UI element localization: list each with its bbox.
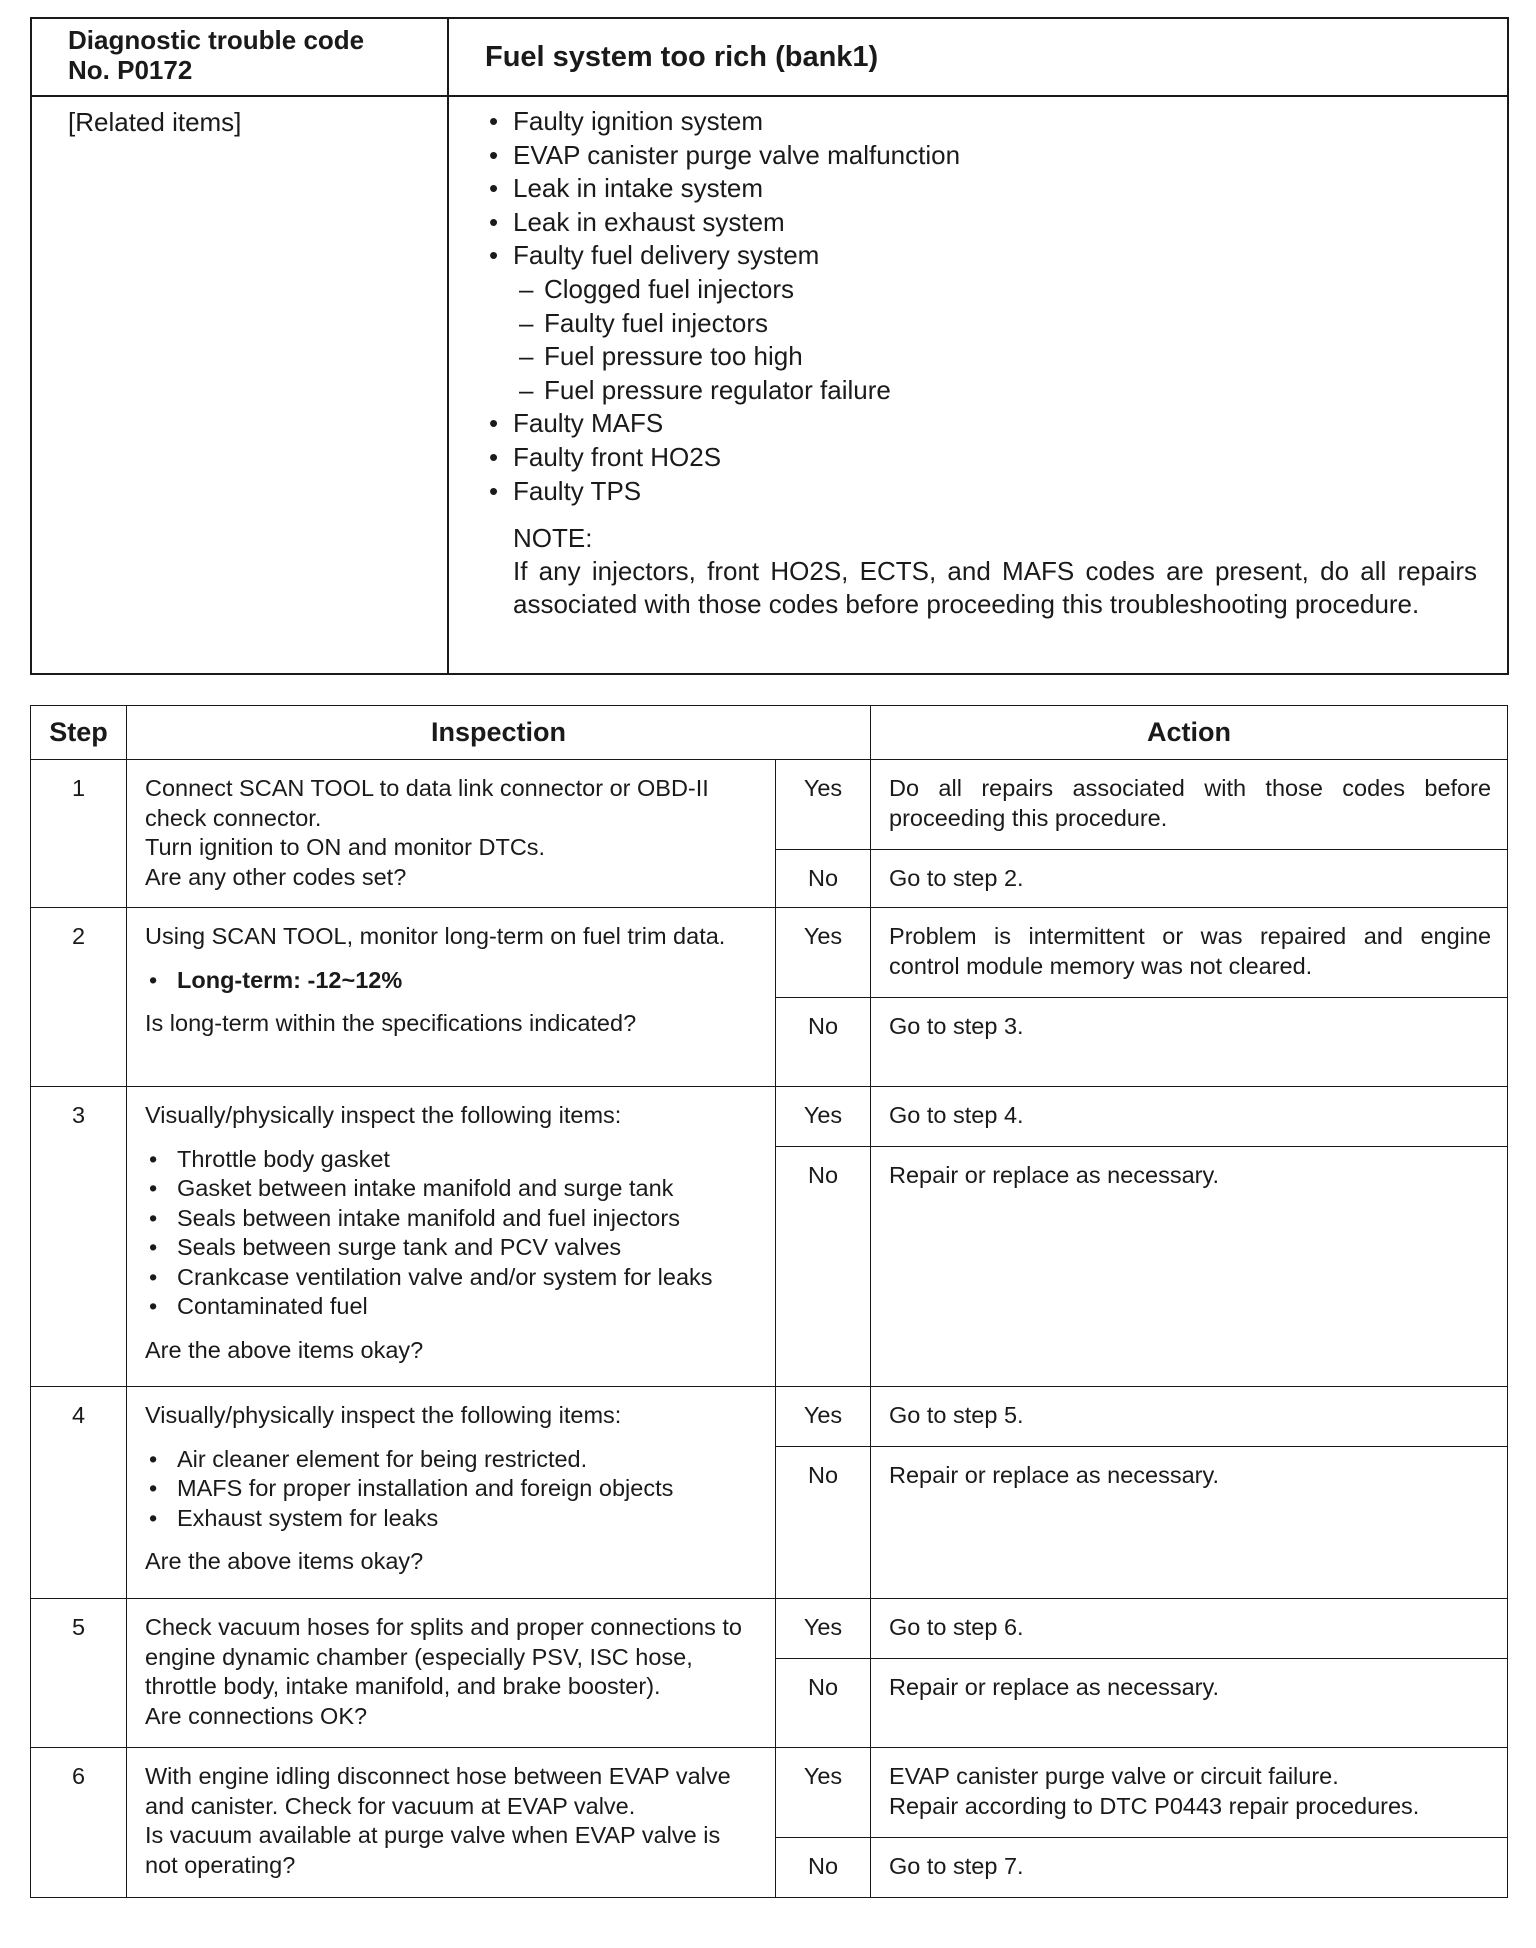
inspection-question: Is vacuum available at purge valve when EVAP valve is not operating? xyxy=(145,1822,721,1878)
yes-action-line: Repair according to DTC P0443 repair procedures. xyxy=(889,1792,1420,1819)
column-header-step: Step xyxy=(31,706,127,760)
yes-action xyxy=(871,1748,1508,1838)
no-action: Repair or replace as necessary. xyxy=(871,1447,1508,1599)
column-header-inspection: Inspection xyxy=(127,706,871,760)
yes-label: Yes xyxy=(776,760,871,850)
table-row xyxy=(31,908,1508,998)
yes-action: Go to step 6. xyxy=(871,1599,1508,1659)
bullet-icon: • xyxy=(489,106,499,136)
bullet-icon: • xyxy=(149,966,158,993)
no-label: No xyxy=(776,850,871,908)
inspection-question: Are any other codes set? xyxy=(145,863,407,890)
yes-label: Yes xyxy=(776,908,871,998)
sub-list-item: – Fuel pressure regulator failure xyxy=(514,374,1477,408)
step-number: 1 xyxy=(31,760,127,908)
inspection-list xyxy=(145,1145,759,1322)
note-block xyxy=(483,522,1477,621)
dash-icon: – xyxy=(519,307,534,338)
inspection-text: Visually/physically inspect the following items: xyxy=(145,1102,622,1128)
inspection-text: Visually/physically inspect the following items: xyxy=(145,1402,622,1428)
step-number: 3 xyxy=(31,1087,127,1387)
troubleshooting-steps-table xyxy=(30,705,1508,1898)
dash-icon: – xyxy=(519,341,534,372)
dash-icon: – xyxy=(519,273,534,304)
sub-list-item: – Clogged fuel injectors xyxy=(514,273,1477,307)
step-number: 4 xyxy=(31,1387,127,1599)
table-row xyxy=(31,1599,1508,1659)
no-label: No xyxy=(776,1447,871,1599)
yes-label: Yes xyxy=(776,1387,871,1447)
note-label: NOTE: xyxy=(513,523,593,554)
list-item: • Exhaust system for leaks xyxy=(145,1504,759,1534)
no-action: Go to step 7. xyxy=(871,1838,1508,1898)
yes-label: Yes xyxy=(776,1748,871,1838)
sub-list-item: – Faulty fuel injectors xyxy=(514,307,1477,341)
list-item: • Leak in exhaust system xyxy=(483,206,1477,240)
bullet-icon: • xyxy=(149,1234,158,1260)
inspection-text: Check vacuum hoses for splits and proper connections to engine dynamic chamber (especially PSV, ISC hose, throttle body, intake manifold, and brake booster). xyxy=(145,1614,742,1699)
inspection-text: Using SCAN TOOL, monitor long-term on fuel trim data. xyxy=(145,923,726,949)
spec-value: Long-term: -12~12% xyxy=(177,966,403,993)
no-action: Repair or replace as necessary. xyxy=(871,1147,1508,1387)
dtc-label-line1: Diagnostic trouble code xyxy=(68,25,365,55)
dtc-title: Fuel system too rich (bank1) xyxy=(448,18,1508,96)
table-row xyxy=(31,760,1508,850)
step-number: 6 xyxy=(31,1748,127,1898)
inspection-cell xyxy=(127,760,776,908)
list-item: • Throttle body gasket xyxy=(145,1145,759,1175)
yes-action: Go to step 5. xyxy=(871,1387,1508,1447)
related-items-list xyxy=(483,105,1477,508)
bullet-icon: • xyxy=(489,441,499,472)
inspection-text: Turn ignition to ON and monitor DTCs. xyxy=(145,834,546,860)
bullet-icon: • xyxy=(489,475,499,506)
step-number: 2 xyxy=(31,908,127,1087)
sub-list-item: – Fuel pressure too high xyxy=(514,340,1477,374)
list-item: • EVAP canister purge valve malfunction xyxy=(483,139,1477,173)
dtc-code: No. P0172 xyxy=(68,55,193,85)
list-item: • Leak in intake system xyxy=(483,172,1477,206)
table-header-row xyxy=(31,706,1508,760)
list-item: • Seals between surge tank and PCV valves xyxy=(145,1233,759,1263)
list-item: • Faulty ignition system xyxy=(483,105,1477,139)
spec-list xyxy=(145,966,759,996)
no-label: No xyxy=(776,1147,871,1387)
bullet-icon: • xyxy=(149,1504,158,1531)
list-item: • Gasket between intake manifold and surge tank xyxy=(145,1174,759,1204)
yes-action: Do all repairs associated with those codes before proceeding this procedure. xyxy=(871,760,1508,850)
bullet-icon: • xyxy=(149,1175,158,1201)
bullet-icon: • xyxy=(149,1475,158,1501)
table-row xyxy=(31,1748,1508,1838)
inspection-cell xyxy=(127,1387,776,1599)
list-item: • Contaminated fuel xyxy=(145,1292,759,1322)
inspection-cell xyxy=(127,1748,776,1898)
no-action: Go to step 2. xyxy=(871,850,1508,908)
inspection-cell xyxy=(127,908,776,1087)
table-row xyxy=(31,1387,1508,1447)
bullet-icon: • xyxy=(489,139,499,170)
bullet-icon: • xyxy=(489,240,499,271)
list-item: • Faulty MAFS xyxy=(483,407,1477,441)
list-item: • Faulty front HO2S xyxy=(483,441,1477,475)
inspection-question: Are the above items okay? xyxy=(145,1548,424,1574)
fuel-delivery-sublist xyxy=(513,273,1477,407)
list-item: • Seals between intake manifold and fuel injectors xyxy=(145,1204,759,1234)
inspection-question: Are connections OK? xyxy=(145,1702,368,1729)
list-item: • Faulty fuel delivery system – Clogged fuel injectors – Faulty fuel injectors – Fuel pressure too high – Fuel pressure regulator failure xyxy=(483,239,1477,407)
list-item: • MAFS for proper installation and foreign objects xyxy=(145,1474,759,1504)
yes-label: Yes xyxy=(776,1087,871,1147)
yes-action: Problem is intermittent or was repaired and engine control module memory was not cleared. xyxy=(871,908,1508,998)
step-number: 5 xyxy=(31,1599,127,1748)
list-item: • Crankcase ventilation valve and/or system for leaks xyxy=(145,1263,759,1293)
inspection-question: Is long-term within the specifications indicated? xyxy=(145,1010,637,1036)
dash-icon: – xyxy=(519,374,534,405)
inspection-cell xyxy=(127,1087,776,1387)
bullet-icon: • xyxy=(149,1445,158,1472)
bullet-icon: • xyxy=(149,1263,158,1290)
no-label: No xyxy=(776,1838,871,1898)
no-label: No xyxy=(776,1659,871,1748)
yes-action-line: EVAP canister purge valve or circuit failure. xyxy=(889,1763,1339,1789)
note-text: If any injectors, front HO2S, ECTS, and MAFS codes are present, do all repairs associated with those codes before proceeding this troubleshooting procedure. xyxy=(513,556,1477,620)
inspection-cell xyxy=(127,1599,776,1748)
column-header-action: Action xyxy=(871,706,1508,760)
bullet-icon: • xyxy=(489,173,499,204)
dtc-header-table xyxy=(30,17,1509,675)
list-item: • Faulty TPS xyxy=(483,475,1477,509)
yes-action: Go to step 4. xyxy=(871,1087,1508,1147)
bullet-icon: • xyxy=(149,1293,158,1319)
no-action: Repair or replace as necessary. xyxy=(871,1659,1508,1748)
inspection-text: Connect SCAN TOOL to data link connector or OBD-II check connector. xyxy=(145,775,709,831)
bullet-icon: • xyxy=(489,408,499,439)
bullet-icon: • xyxy=(149,1145,158,1172)
inspection-question: Are the above items okay? xyxy=(145,1336,424,1363)
bullet-icon: • xyxy=(149,1204,158,1231)
inspection-text: With engine idling disconnect hose between EVAP valve and canister. Check for vacuum at EVAP valve. xyxy=(145,1763,731,1819)
related-items-label: [Related items] xyxy=(31,96,448,674)
inspection-list xyxy=(145,1445,759,1534)
table-row xyxy=(31,1087,1508,1147)
related-items-cell xyxy=(448,96,1508,674)
bullet-icon: • xyxy=(489,206,499,237)
list-item xyxy=(145,966,759,996)
no-action: Go to step 3. xyxy=(871,998,1508,1087)
dtc-label xyxy=(31,18,448,96)
yes-label: Yes xyxy=(776,1599,871,1659)
no-label: No xyxy=(776,998,871,1087)
list-item: • Air cleaner element for being restricted. xyxy=(145,1445,759,1475)
